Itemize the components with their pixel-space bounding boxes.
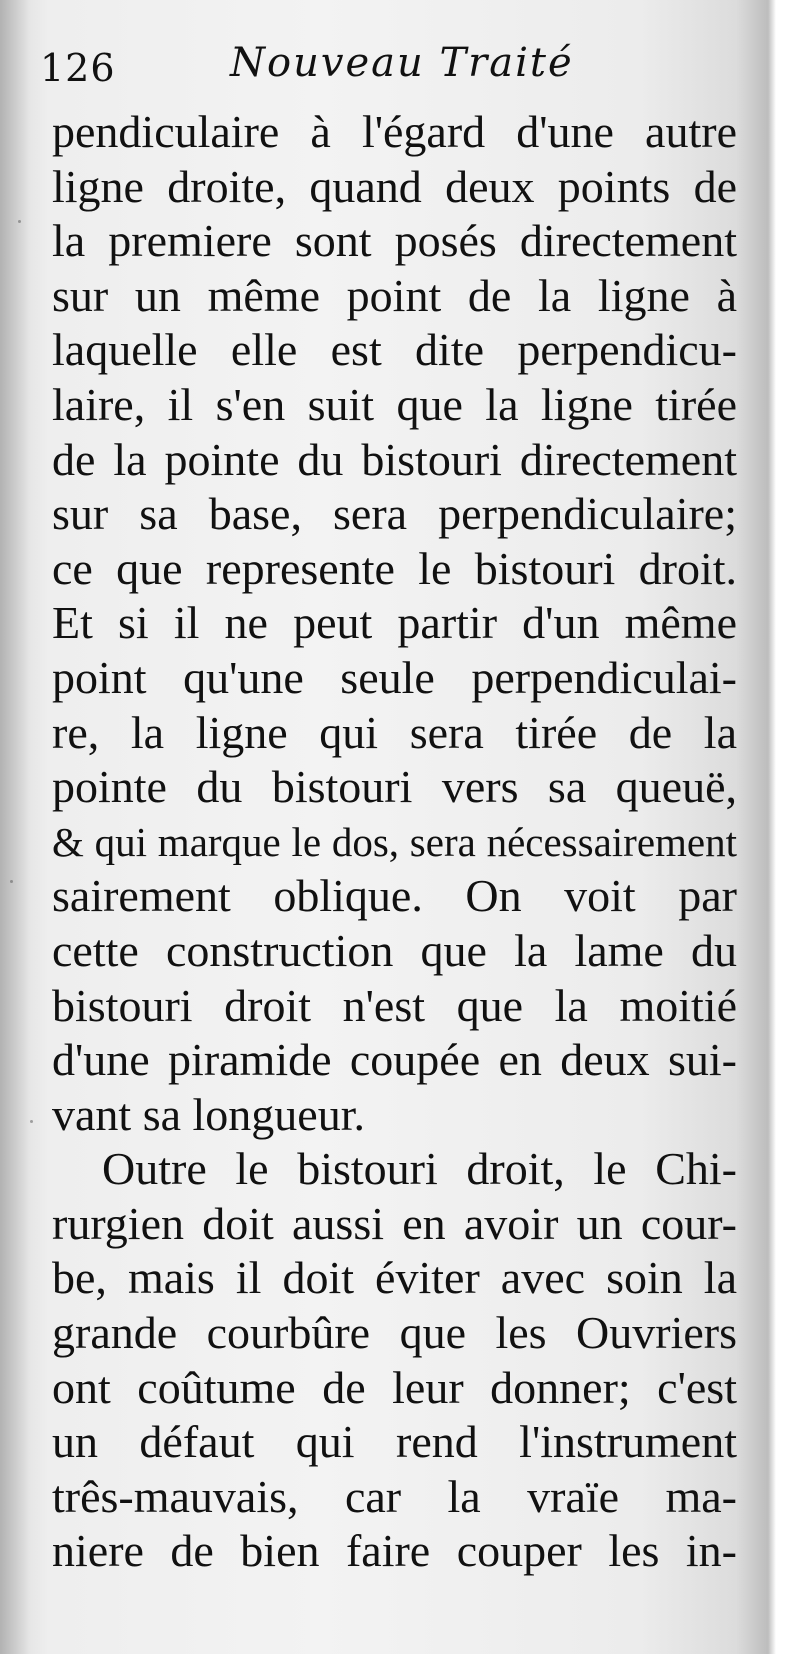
- text-line: grande courbûre que les Ouvriers: [52, 1307, 737, 1359]
- paragraph-end-line: vant sa longueur.: [52, 1088, 365, 1140]
- page-gutter-shadow: [0, 0, 30, 1654]
- text-line: rurgien doit aussi en avoir un cour-: [52, 1197, 737, 1249]
- text-line: re, la ligne qui sera tirée de la: [52, 706, 737, 758]
- text-line: pendiculaire à l'égard d'une autre: [52, 106, 737, 157]
- text-line: pointe du bistouri vers sa queuë,: [52, 761, 737, 813]
- paper-speck: [30, 1120, 33, 1123]
- text-line: sairement oblique. On voit par: [52, 870, 737, 922]
- text-line: ce que represente le bistouri droit.: [52, 542, 737, 594]
- text-line: sur un même point de la ligne à: [52, 269, 737, 321]
- body-text: [52, 105, 737, 1579]
- paper-speck: [18, 220, 21, 223]
- text-line: niere de bien faire couper les in-: [52, 1525, 737, 1577]
- text-line: be, mais il doit éviter avec soin la: [52, 1252, 737, 1304]
- text-line: cette construction que la lame du: [52, 924, 737, 976]
- text-line: point qu'une seule perpendiculai-: [52, 651, 737, 703]
- text-line: laquelle elle est dite perpendicu-: [52, 324, 737, 376]
- text-line: la premiere sont posés directement: [52, 215, 737, 267]
- text-line: três-mauvais, car la vraïe ma-: [52, 1470, 737, 1522]
- text-line: bistouri droit n'est que la moitié: [52, 979, 737, 1031]
- running-header: [40, 40, 600, 100]
- text-line: & qui marque le dos, sera nécessairement: [52, 818, 737, 865]
- text-line: laire, il s'en suit que la ligne tirée: [52, 378, 737, 430]
- text-line: sur sa base, sera perpendiculaire;: [52, 488, 737, 540]
- text-line: ont coûtume de leur donner; c'est: [52, 1361, 737, 1413]
- text-line: un défaut qui rend l'instrument: [52, 1416, 737, 1468]
- text-line: ligne droite, quand deux points de: [52, 160, 737, 212]
- running-title: Nouveau Traité: [230, 40, 574, 86]
- paragraph-start-line: Outre le bistouri droit, le Chi-: [102, 1143, 737, 1195]
- paper-speck: [10, 880, 13, 883]
- page-number: 126: [40, 46, 116, 90]
- text-line: Et si il ne peut partir d'un même: [52, 597, 737, 649]
- text-line: de la pointe du bistouri directement: [52, 433, 737, 485]
- text-line: d'une piramide coupée en deux sui-: [52, 1034, 737, 1086]
